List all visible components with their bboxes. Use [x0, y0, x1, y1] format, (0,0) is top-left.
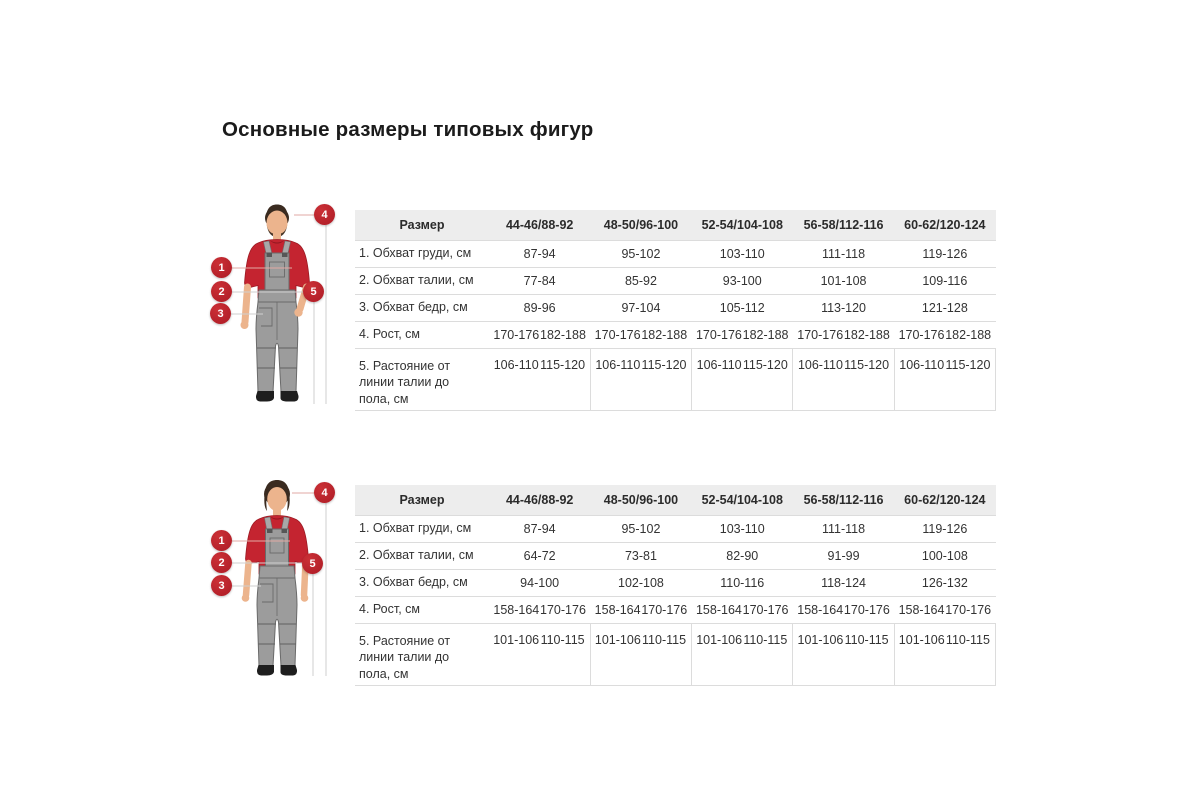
size-value: 170-176	[641, 602, 688, 617]
mens-figure-illustration	[195, 196, 345, 411]
size-value-cell	[489, 321, 590, 348]
left-hand	[242, 594, 250, 602]
table-row	[355, 623, 996, 686]
size-header: 56-58/112-116	[793, 210, 894, 240]
size-header: 48-50/96-100	[590, 485, 691, 515]
size-value-cell	[692, 596, 793, 623]
size-value-cell	[692, 348, 793, 411]
page-title: Основные размеры типовых фигур	[222, 118, 594, 141]
measurement-marker-4: 4	[314, 482, 335, 503]
size-table-header-row	[355, 485, 996, 515]
row-label: 1. Обхват груди, см	[355, 515, 489, 542]
size-value-cell	[590, 596, 691, 623]
table-row	[355, 542, 996, 569]
left-hand	[241, 321, 249, 329]
size-value-cell: 118-124	[793, 569, 894, 596]
size-value-cell: 113-120	[793, 294, 894, 321]
size-header: 60-62/120-124	[894, 485, 995, 515]
size-value-cell	[590, 623, 691, 686]
table-row	[355, 596, 996, 623]
row-label: 2. Обхват талии, см	[355, 267, 489, 294]
size-value: 115-120	[844, 357, 890, 372]
womens-size-table	[355, 485, 996, 686]
size-value-cell: 103-110	[692, 240, 793, 267]
size-header: 48-50/96-100	[590, 210, 691, 240]
size-value-cell: 103-110	[692, 515, 793, 542]
size-value-cell: 77-84	[489, 267, 590, 294]
size-value-cell	[793, 623, 894, 686]
size-value: 106-110	[696, 357, 742, 372]
size-value-cell: 97-104	[590, 294, 691, 321]
size-value-cell: 95-102	[590, 515, 691, 542]
size-value-cell	[489, 596, 590, 623]
row-label: 4. Рост, см	[355, 596, 489, 623]
size-value: 170-176	[493, 327, 540, 342]
right-shoe	[281, 665, 298, 676]
left-forearm	[246, 563, 249, 595]
right-hand	[301, 594, 309, 602]
size-value: 115-120	[742, 357, 788, 372]
size-value-cell: 73-81	[590, 542, 691, 569]
size-column-header: Размер	[355, 485, 489, 515]
size-header: 60-62/120-124	[894, 210, 995, 240]
size-value: 106-110	[595, 357, 641, 372]
size-header: 52-54/104-108	[692, 210, 793, 240]
size-value-cell: 109-116	[894, 267, 995, 294]
table-row	[355, 321, 996, 348]
person-body	[242, 480, 309, 676]
size-value: 170-176	[594, 327, 641, 342]
size-value-cell: 85-92	[590, 267, 691, 294]
size-value-cell	[894, 348, 995, 411]
size-value: 182-188	[641, 327, 688, 342]
size-value: 158-164	[898, 602, 945, 617]
size-value: 158-164	[797, 602, 844, 617]
size-value-cell: 95-102	[590, 240, 691, 267]
size-value: 170-176	[843, 602, 890, 617]
measurement-marker-1: 1	[211, 530, 232, 551]
size-value-cell: 110-116	[692, 569, 793, 596]
size-value: 170-176	[945, 602, 992, 617]
size-value-cell	[489, 623, 590, 686]
size-value: 101-106	[594, 632, 641, 647]
size-value: 106-110	[899, 357, 945, 372]
size-value: 101-106	[493, 632, 540, 647]
size-value-cell	[793, 596, 894, 623]
measurement-marker-3: 3	[211, 575, 232, 596]
size-value-cell	[793, 321, 894, 348]
size-value: 115-120	[641, 357, 687, 372]
measurement-marker-5: 5	[303, 281, 324, 302]
size-value: 170-176	[540, 602, 586, 617]
size-value-cell: 101-108	[793, 267, 894, 294]
size-value-cell: 119-126	[894, 515, 995, 542]
strap-buckle-right	[282, 253, 288, 258]
overall-bib	[265, 253, 289, 293]
size-value-cell: 87-94	[489, 515, 590, 542]
size-header: 56-58/112-116	[793, 485, 894, 515]
size-value-cell: 111-118	[793, 515, 894, 542]
size-value-cell: 89-96	[489, 294, 590, 321]
size-value: 110-115	[642, 632, 687, 647]
size-value: 115-120	[945, 357, 991, 372]
size-value: 170-176	[695, 327, 742, 342]
table-row	[355, 294, 996, 321]
size-value-cell	[590, 348, 691, 411]
table-row	[355, 240, 996, 267]
size-value: 101-106	[696, 632, 743, 647]
size-column-header: Размер	[355, 210, 489, 240]
size-value: 101-106	[898, 632, 945, 647]
left-shoe	[257, 665, 274, 676]
size-value-cell: 111-118	[793, 240, 894, 267]
size-value-cell: 100-108	[894, 542, 995, 569]
size-header: 44-46/88-92	[489, 485, 590, 515]
size-value-cell: 105-112	[692, 294, 793, 321]
strap-buckle-right	[282, 529, 288, 534]
row-label: 3. Обхват бедр, см	[355, 294, 489, 321]
row-label: 5. Растояние от линии талии до пола, см	[355, 348, 489, 411]
size-value: 170-176	[898, 327, 945, 342]
size-value-cell: 82-90	[692, 542, 793, 569]
size-value-cell: 93-100	[692, 267, 793, 294]
right-hand	[294, 308, 302, 316]
size-header: 44-46/88-92	[489, 210, 590, 240]
size-value: 158-164	[493, 602, 540, 617]
head	[267, 487, 287, 511]
measurement-marker-1: 1	[211, 257, 232, 278]
size-value-cell	[894, 321, 995, 348]
size-value: 115-120	[540, 357, 586, 372]
table-row	[355, 348, 996, 411]
size-header: 52-54/104-108	[692, 485, 793, 515]
strap-buckle-left	[267, 529, 273, 534]
size-value: 110-115	[945, 632, 990, 647]
row-label: 4. Рост, см	[355, 321, 489, 348]
size-value-cell: 87-94	[489, 240, 590, 267]
size-value-cell: 94-100	[489, 569, 590, 596]
size-value: 170-176	[742, 602, 789, 617]
measurement-marker-2: 2	[211, 281, 232, 302]
size-value: 110-115	[743, 632, 788, 647]
measurement-marker-5: 5	[302, 553, 323, 574]
size-value: 182-188	[540, 327, 586, 342]
size-value: 106-110	[797, 357, 843, 372]
row-label: 2. Обхват талии, см	[355, 542, 489, 569]
size-value-cell	[692, 321, 793, 348]
size-value: 182-188	[945, 327, 992, 342]
table-row	[355, 515, 996, 542]
size-value-cell	[489, 348, 590, 411]
table-row	[355, 267, 996, 294]
measurement-marker-2: 2	[211, 552, 232, 573]
size-value: 158-164	[695, 602, 742, 617]
row-label: 1. Обхват груди, см	[355, 240, 489, 267]
size-value-cell: 119-126	[894, 240, 995, 267]
size-value-cell	[590, 321, 691, 348]
left-shoe	[256, 391, 274, 402]
mens-size-table	[355, 210, 996, 411]
size-value-cell	[894, 623, 995, 686]
size-value-cell: 91-99	[793, 542, 894, 569]
size-value-cell: 102-108	[590, 569, 691, 596]
size-value: 110-115	[540, 632, 585, 647]
measurement-marker-4: 4	[314, 204, 335, 225]
size-value-cell: 121-128	[894, 294, 995, 321]
row-label: 3. Обхват бедр, см	[355, 569, 489, 596]
size-value-cell: 64-72	[489, 542, 590, 569]
size-value-cell: 126-132	[894, 569, 995, 596]
strap-buckle-left	[267, 253, 273, 258]
size-value: 182-188	[742, 327, 789, 342]
size-value: 182-188	[843, 327, 890, 342]
size-table-header-row	[355, 210, 996, 240]
size-value: 110-115	[844, 632, 889, 647]
size-value-cell	[692, 623, 793, 686]
size-value: 101-106	[797, 632, 844, 647]
right-shoe	[281, 391, 299, 402]
person-body	[241, 205, 310, 402]
size-value-cell	[793, 348, 894, 411]
size-value: 106-110	[493, 357, 539, 372]
table-row	[355, 569, 996, 596]
row-label: 5. Растояние от линии талии до пола, см	[355, 623, 489, 686]
size-value: 158-164	[594, 602, 641, 617]
womens-figure-illustration	[195, 470, 345, 685]
size-value-cell	[894, 596, 995, 623]
measurement-marker-3: 3	[210, 303, 231, 324]
size-value: 170-176	[797, 327, 844, 342]
